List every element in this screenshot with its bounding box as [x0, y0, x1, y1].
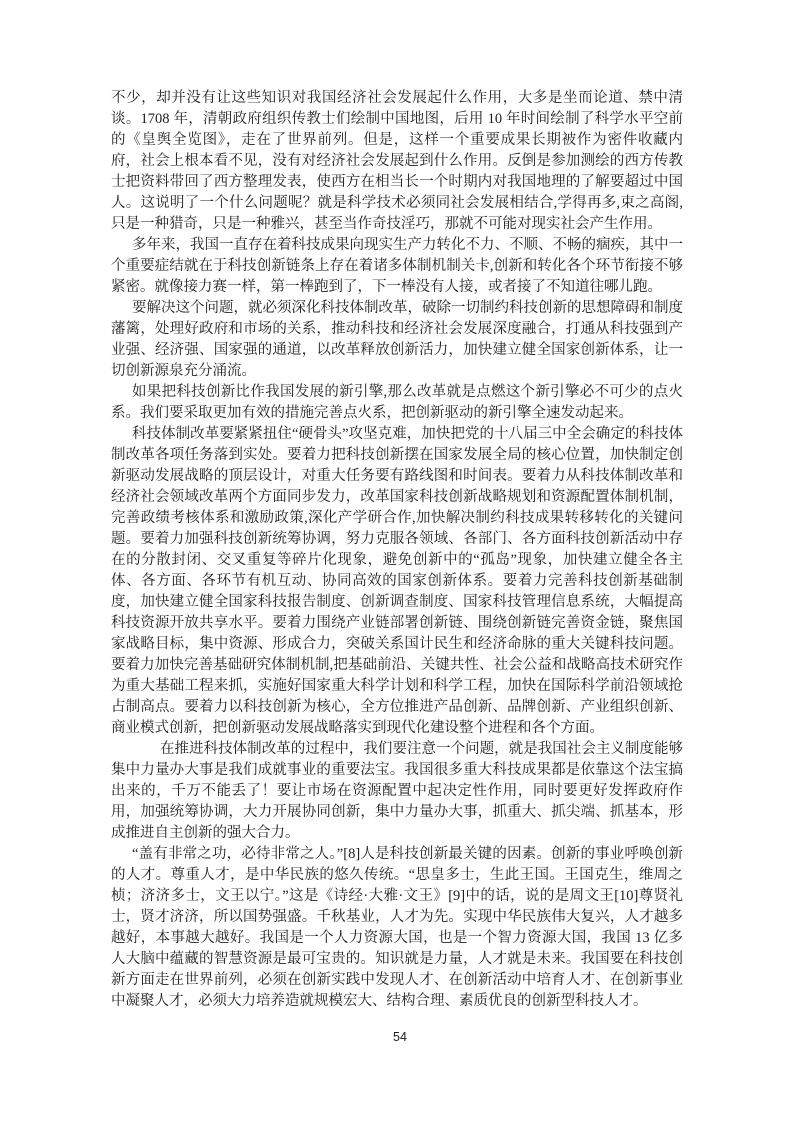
paragraph: 要解决这个问题，就必须深化科技体制改革，破除一切制约科技创新的思想障碍和制度藩篱，处理好政府和市场的关系，推动科技和经济社会发展深度融合，打通从科技强到产业强、经济强、国家强的通道，以改革释放创新活力，加快建立健全国家创新体系，让一切创新源泉充分涌流。	[111, 300, 683, 379]
paragraph: 科技体制改革要紧紧扭住“硬骨头”攻坚克难，加快把党的十八届三中全会确定的科技体制改革各项任务落到实处。要着力把科技创新摆在国家发展全局的核心位置，加快制定创新驱动发展战略的顶层设计，对重大任务要有路线图和时间表。要着力从科技体制改革和经济社会领域改革两个方面同步发力，改革国家科技创新战略规划和资源配置体制机制，完善政绩考核体系和激励政策,深化产学研合作,加快解决制约科技成果转移转化的关键问题。要着力加强科技创新统筹协调，努力克服各领域、各部门、各方面科技创新活动中存在的分散封闭、交叉重复等碎片化现象，避免创新中的“孤岛”现象，加快建立健全各主体、各方面、各环节有机互动、协同高效的国家创新体系。要着力完善科技创新基础制度，加快建立健全国家科技报告制度、创新调查制度、国家科技管理信息系统，大幅提高科技资源开放共享水平。要着力围绕产业链部署创新链、围绕创新链完善资金链，聚焦国家战略目标，集中资源、形成合力，突破关系国计民生和经济命脉的重大关键科技问题。要着力加快完善基础研究体制机制,把基础前沿、关键共性、社会公益和战略高技术研究作为重大基础工程来抓，实施好国家重大科学计划和科学工程，加快在国际科学前沿领域抢占制高点。要着力以科技创新为核心，全方位推进产品创新、品牌创新、产业组织创新、商业模式创新，把创新驱动发展战略落实到现代化建设整个进程和各个方面。	[111, 426, 683, 736]
paragraph: 如果把科技创新比作我国发展的新引擎,那么改革就是点燃这个新引擎必不可少的点火系。我们要采取更加有效的措施完善点火系，把创新驱动的新引擎全速发动起来。	[111, 384, 683, 421]
document-text-block	[111, 88, 683, 1012]
paragraph: 多年来，我国一直存在着科技成果向现实生产力转化不力、不顺、不畅的痼疾，其中一个重要症结就在于科技创新链条上存在着诸多体制机制关卡,创新和转化各个环节衔接不够紧密。就像接力赛一样，第一棒跑到了，下一棒没有人接，或者接了不知道往哪儿跑。	[111, 237, 683, 295]
paragraph: 不少，却并没有让这些知识对我国经济社会发展起什么作用，大多是坐而论道、禁中清谈。1708 年，清朝政府组织传教士们绘制中国地图，后用 10 年时间绘制了科学水平空前的《皇舆全览图》，走在了世界前列。但是，这样一个重要成果长期被作为密件收藏内府，社会上根本看不见，没有对经济社会发展起到什么作用。反倒是参加测绘的西方传教士把资料带回了西方整理发表，使西方在相当长一个时期内对我国地理的了解要超过中国人。这说明了一个什么问题呢？就是科学技术必须同社会发展相结合,学得再多,束之高阁,只是一种猎奇，只是一种雅兴，甚至当作奇技淫巧，那就不可能对现实社会产生作用。	[111, 90, 683, 232]
paragraph: 在推进科技体制改革的过程中，我们要注意一个问题，就是我国社会主义制度能够集中力量办大事是我们成就事业的重要法宝。我国很多重大科技成果都是依靠这个法宝搞出来的，千万不能丢了！要让市场在资源配置中起决定性作用，同时要更好发挥政府作用，加强统筹协调，大力开展协同创新，集中力量办大事，抓重大、抓尖端、抓基本，形成推进自主创新的强大合力。	[111, 741, 683, 841]
page-number: 54	[393, 1030, 407, 1044]
paragraph: “盖有非常之功，必待非常之人。”[8]人是科技创新最关键的因素。创新的事业呼唤创新的人才。尊重人才，是中华民族的悠久传统。“思皇多士，生此王国。王国克生，维周之桢；济济多士，文王以宁。”这是《诗经·大雅·文王》[9]中的话，说的是周文王[10]尊贤礼士，贤才济济，所以国势强盛。千秋基业，人才为先。实现中华民族伟大复兴，人才越多越好，本事越大越好。我国是一个人力资源大国，也是一个智力资源大国，我国 13 亿多人大脑中蕴藏的智慧资源是最可宝贵的。知识就是力量，人才就是未来。我国要在科技创新方面走在世界前列，必须在创新实践中发现人才、在创新活动中培育人才、在创新事业中凝聚人才，必须大力培养造就规模宏大、结构合理、素质优良的创新型科技人才。	[111, 846, 683, 1009]
